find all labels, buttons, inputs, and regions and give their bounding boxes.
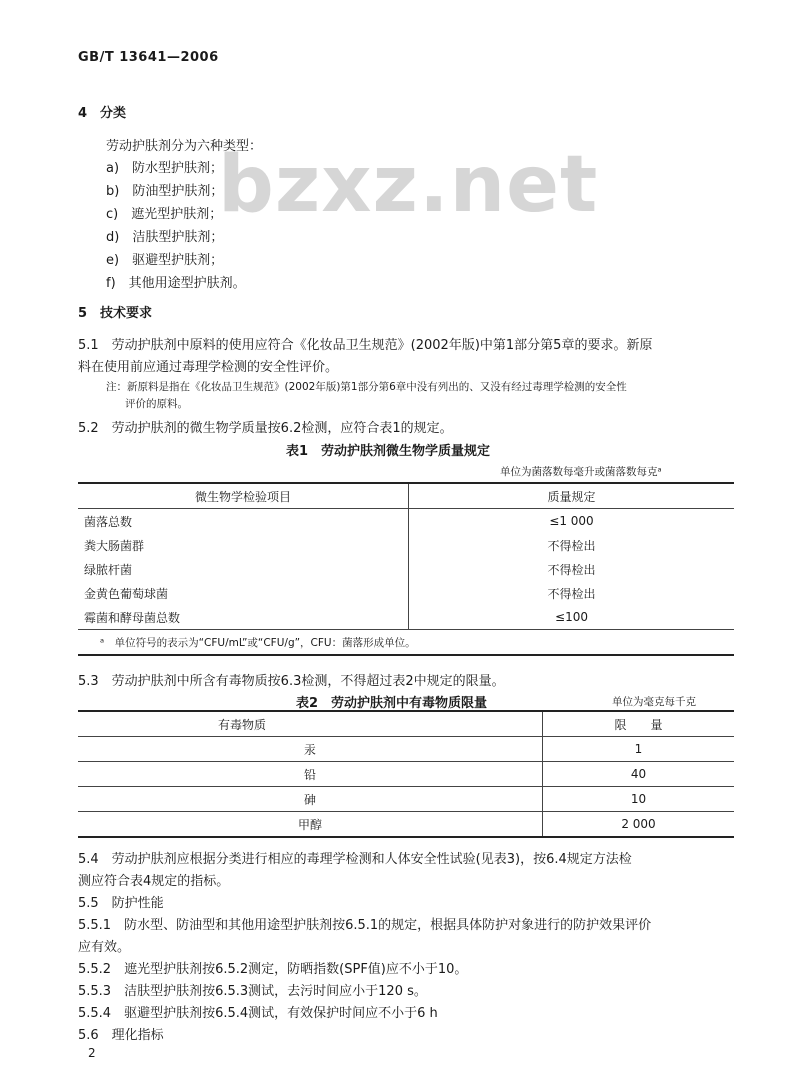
section-4-title: 4 分类	[78, 106, 127, 121]
table-header: 限 量	[614, 717, 663, 732]
table-row	[78, 812, 734, 838]
paragraph-5-1-cont: 料在使用前应通过毒理学检测的安全性评价。	[78, 360, 339, 375]
table-row	[78, 557, 734, 581]
table-1-footnote: ᵃ 单位符号的表示为“CFU/mL”或“CFU/g”，CFU：菌落形成单位。	[100, 636, 416, 649]
paragraph-5-5-2: 5.5.2 遮光型护肤剂按6.5.2测定，防晒指数(SPF值)应不小于10。	[78, 962, 468, 977]
paragraph-5-5-1: 5.5.1 防水型、防油型和其他用途型护肤剂按6.5.1的规定，根据具体防护对象进行的防护效果评价	[78, 918, 652, 933]
paragraph-5-4: 5.4 劳动护肤剂应根据分类进行相应的毒理学检测和人体安全性试验(见表3)，按6.4规定方法检	[78, 852, 632, 867]
table-row	[78, 581, 734, 605]
list-item: e) 驱避型护肤剂；	[106, 253, 224, 268]
table-cell: 铅	[78, 762, 543, 787]
table-header: 有毒物质	[78, 711, 543, 737]
paragraph-5-2: 5.2 劳动护肤剂的微生物学质量按6.2检测，应符合表1的规定。	[78, 421, 453, 436]
paragraph-5-1: 5.1 劳动护肤剂中原料的使用应符合《化妆品卫生规范》(2002年版)中第1部分第5章的要求。新原	[78, 338, 653, 353]
table-cell: ≤1 000	[549, 514, 594, 528]
list-item: d) 洁肤型护肤剂；	[106, 230, 224, 245]
table-cell: 40	[630, 767, 647, 781]
table-row	[78, 762, 734, 787]
table-1	[78, 482, 734, 656]
table-2	[78, 710, 734, 838]
table-cell: 金黄色葡萄球菌	[78, 581, 409, 605]
standard-header: GB/T 13641—2006	[78, 50, 219, 65]
list-item: a) 防水型护肤剂；	[106, 161, 224, 176]
table-cell: 甲醇	[78, 812, 543, 838]
watermark: bzxz.net	[218, 140, 599, 230]
table-cell: 霉菌和酵母菌总数	[78, 605, 409, 630]
note-line: 注：新原料是指在《化妆品卫生规范》(2002年版)第1部分第6章中没有列出的、又没有经过毒理学检测的安全性	[106, 381, 627, 393]
table-cell: 砷	[78, 787, 543, 812]
table-row	[78, 533, 734, 557]
paragraph-5-5-1-cont: 应有效。	[78, 940, 131, 955]
table-cell: 10	[630, 792, 647, 806]
paragraph-5-5-3: 5.5.3 洁肤型护肤剂按6.5.3测试，去污时间应小于120 s。	[78, 984, 427, 999]
table-row	[78, 737, 734, 762]
table-row	[78, 605, 734, 630]
paragraph-5-5-4: 5.5.4 驱避型护肤剂按6.5.4测试，有效保护时间应不小于6 h	[78, 1006, 438, 1021]
list-item: c) 遮光型护肤剂；	[106, 207, 223, 222]
table-cell: 绿脓杆菌	[78, 557, 409, 581]
table-cell: 1	[634, 742, 643, 756]
table-header: 微生物学检验项目	[78, 483, 409, 509]
table-2-title: 表2 劳动护肤剂中有毒物质限量	[296, 696, 488, 711]
table-cell: 不得检出	[547, 586, 596, 601]
table-cell: 汞	[78, 737, 543, 762]
table-header: 质量规定	[547, 489, 596, 504]
table-cell: 菌落总数	[78, 509, 409, 534]
heading-5-5: 5.5 防护性能	[78, 896, 164, 911]
table-cell: 粪大肠菌群	[78, 533, 409, 557]
table-row	[78, 509, 734, 534]
heading-5-6: 5.6 理化指标	[78, 1028, 164, 1043]
paragraph-5-3: 5.3 劳动护肤剂中所含有毒物质按6.3检测，不得超过表2中规定的限量。	[78, 674, 505, 689]
section-5-title: 5 技术要求	[78, 306, 153, 321]
paragraph-5-4-cont: 测应符合表4规定的指标。	[78, 874, 230, 889]
note-line: 评价的原料。	[125, 398, 188, 410]
table-cell: 不得检出	[547, 562, 596, 577]
table-1-title: 表1 劳动护肤剂微生物学质量规定	[286, 444, 491, 459]
table-1-unit: 单位为菌落数每毫升或菌落数每克ᵃ	[500, 466, 662, 478]
list-item: f) 其他用途型护肤剂。	[106, 276, 246, 291]
table-2-unit: 单位为毫克每千克	[612, 696, 696, 708]
table-cell: ≤100	[555, 610, 588, 624]
table-row	[78, 787, 734, 812]
table-cell: 不得检出	[547, 538, 596, 553]
page-number: 2	[88, 1046, 96, 1060]
list-item: b) 防油型护肤剂；	[106, 184, 224, 199]
section-4-intro: 劳动护肤剂分为六种类型：	[106, 139, 263, 154]
table-cell: 2 000	[621, 817, 656, 831]
